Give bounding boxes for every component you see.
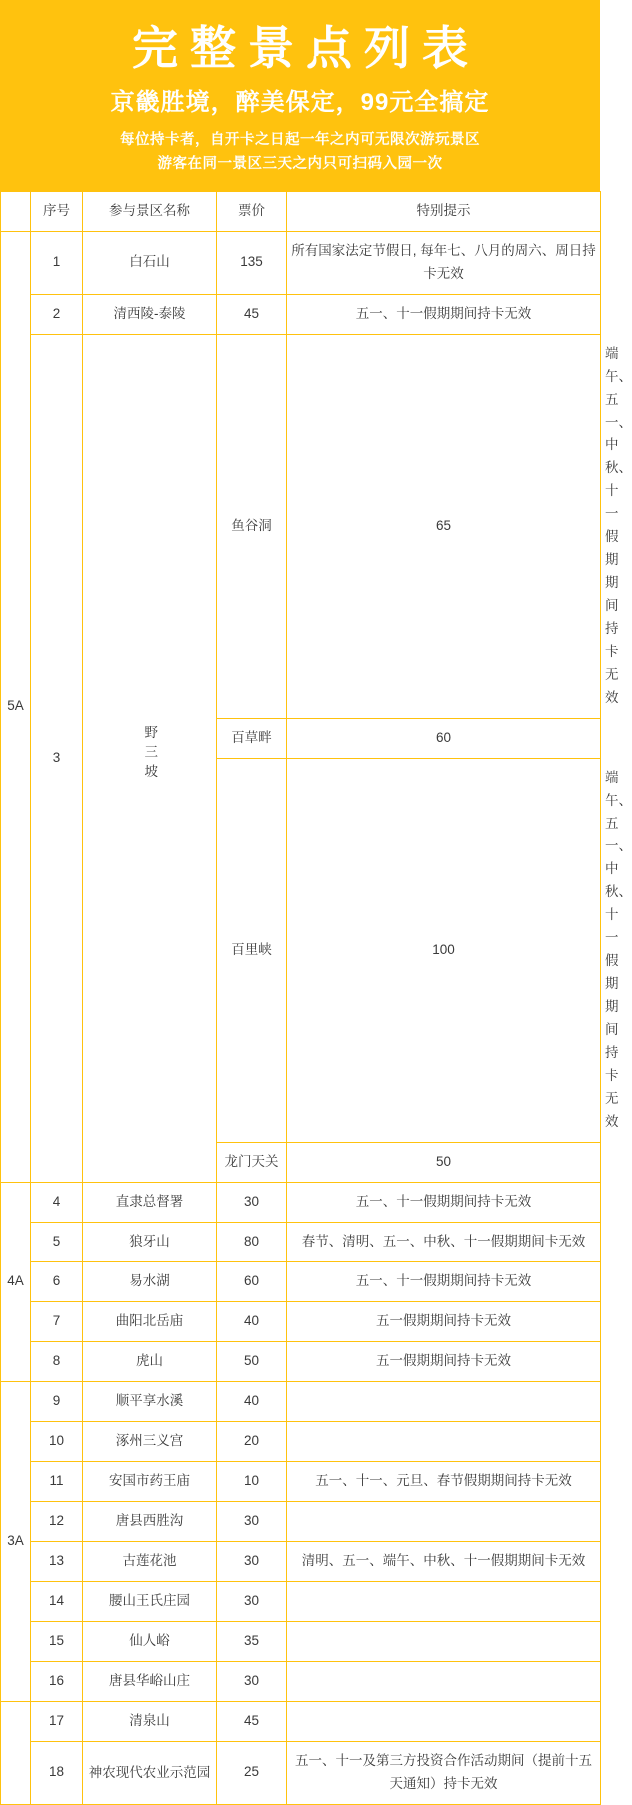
row-name: 清西陵-泰陵 bbox=[83, 294, 217, 334]
level-label-4a: 4A bbox=[1, 1182, 31, 1382]
row-price: 30 bbox=[217, 1502, 287, 1542]
table-row: 3 野三坡 鱼谷洞 65 端午、五一、中秋、十一假期期间持卡无效 bbox=[1, 334, 601, 718]
row-price: 60 bbox=[217, 1262, 287, 1302]
row-price: 80 bbox=[217, 1222, 287, 1262]
row-no: 17 bbox=[31, 1701, 83, 1741]
table-row bbox=[1, 1382, 601, 1422]
row-note bbox=[287, 1422, 601, 1462]
table-row bbox=[1, 1542, 601, 1582]
row-name: 白石山 bbox=[83, 231, 217, 294]
row-price: 60 bbox=[287, 718, 601, 758]
table-row bbox=[1, 1462, 601, 1502]
row-no: 2 bbox=[31, 294, 83, 334]
row-note bbox=[287, 1502, 601, 1542]
table-row bbox=[1, 1222, 601, 1262]
row-name: 顺平享水溪 bbox=[83, 1382, 217, 1422]
row-price: 65 bbox=[287, 334, 601, 718]
table-row bbox=[1, 1342, 601, 1382]
row-price: 20 bbox=[217, 1422, 287, 1462]
row-price: 100 bbox=[287, 758, 601, 1142]
level-label-5a: 5A bbox=[1, 231, 31, 1182]
row-price: 30 bbox=[217, 1581, 287, 1621]
row-note: 五一、十一假期期间持卡无效 bbox=[287, 294, 601, 334]
header-cell-no: 序号 bbox=[31, 191, 83, 231]
row-name: 鱼谷洞 bbox=[217, 334, 287, 718]
table-row bbox=[1, 1502, 601, 1542]
row-note: 清明、五一、端午、中秋、十一假期期间卡无效 bbox=[287, 1542, 601, 1582]
row-name: 龙门天关 bbox=[217, 1142, 287, 1182]
row-price: 45 bbox=[217, 1701, 287, 1741]
table-row bbox=[1, 1422, 601, 1462]
row-no: 3 bbox=[31, 334, 83, 1182]
row-name: 唐县西胜沟 bbox=[83, 1502, 217, 1542]
row-price: 30 bbox=[217, 1542, 287, 1582]
row-no: 6 bbox=[31, 1262, 83, 1302]
row-no: 16 bbox=[31, 1661, 83, 1701]
row-name: 涿州三义宫 bbox=[83, 1422, 217, 1462]
row-price: 30 bbox=[217, 1661, 287, 1701]
row-no: 7 bbox=[31, 1302, 83, 1342]
row-price: 40 bbox=[217, 1382, 287, 1422]
table-row bbox=[1, 1621, 601, 1661]
row-name: 唐县华峪山庄 bbox=[83, 1661, 217, 1701]
header-cell-level bbox=[1, 191, 31, 231]
page-title: 完整景点列表 bbox=[132, 21, 480, 75]
row-price: 45 bbox=[217, 294, 287, 334]
row-note bbox=[287, 1581, 601, 1621]
header-cell-note: 特别提示 bbox=[287, 191, 601, 231]
row-note bbox=[287, 1701, 601, 1741]
row-price: 135 bbox=[217, 231, 287, 294]
row-note bbox=[287, 1382, 601, 1422]
header-subtitle-primary: 京畿胜境，醉美保定，99元全搞定 bbox=[110, 88, 490, 116]
row-name: 安国市药王庙 bbox=[83, 1462, 217, 1502]
level-label-none bbox=[1, 1701, 31, 1804]
row-no: 1 bbox=[31, 231, 83, 294]
table-row: 百里峡 100 端午、五一、中秋、十一假期期间持卡无效 bbox=[1, 758, 601, 1142]
row-no: 5 bbox=[31, 1222, 83, 1262]
row-no: 14 bbox=[31, 1581, 83, 1621]
table-row bbox=[1, 1182, 601, 1222]
row-price: 50 bbox=[217, 1342, 287, 1382]
row-name: 曲阳北岳庙 bbox=[83, 1302, 217, 1342]
table-row bbox=[1, 231, 601, 294]
row-no: 15 bbox=[31, 1621, 83, 1661]
row-name: 百草畔 bbox=[217, 718, 287, 758]
row-no: 9 bbox=[31, 1382, 83, 1422]
table-header-row bbox=[1, 191, 601, 231]
table-row bbox=[1, 294, 601, 334]
level-label-3a: 3A bbox=[1, 1382, 31, 1702]
table-row bbox=[1, 1581, 601, 1621]
row-name: 腰山王氏庄园 bbox=[83, 1581, 217, 1621]
row-name: 仙人峪 bbox=[83, 1621, 217, 1661]
row-note: 五一、十一假期期间持卡无效 bbox=[287, 1262, 601, 1302]
row-name: 直隶总督署 bbox=[83, 1182, 217, 1222]
table-row bbox=[1, 1302, 601, 1342]
row-price: 30 bbox=[217, 1182, 287, 1222]
row-price: 35 bbox=[217, 1621, 287, 1661]
row-name: 清泉山 bbox=[83, 1701, 217, 1741]
scenic-spots-table bbox=[0, 191, 632, 1805]
header-cell-price: 票价 bbox=[217, 191, 287, 231]
row-note bbox=[287, 1621, 601, 1661]
row-name: 神农现代农业示范园 bbox=[83, 1741, 217, 1804]
row-note: 五一、十一及第三方投资合作活动期间（提前十五天通知）持卡无效 bbox=[287, 1741, 601, 1804]
row-note: 五一、十一假期期间持卡无效 bbox=[287, 1182, 601, 1222]
row-name: 虎山 bbox=[83, 1342, 217, 1382]
row-price: 10 bbox=[217, 1462, 287, 1502]
row-name: 百里峡 bbox=[217, 758, 287, 1142]
header-subtitle-secondary: 每位持卡者，自开卡之日起一年之内可无限次游玩景区 bbox=[120, 131, 480, 148]
row-group-name: 野三坡 bbox=[83, 334, 217, 1182]
table-row bbox=[1, 1701, 601, 1741]
row-no: 11 bbox=[31, 1462, 83, 1502]
header-cell-name: 参与景区名称 bbox=[83, 191, 217, 231]
row-name: 狼牙山 bbox=[83, 1222, 217, 1262]
row-no: 10 bbox=[31, 1422, 83, 1462]
row-price: 40 bbox=[217, 1302, 287, 1342]
table-row bbox=[1, 1661, 601, 1701]
row-price: 25 bbox=[217, 1741, 287, 1804]
row-no: 13 bbox=[31, 1542, 83, 1582]
table-row bbox=[1, 1741, 601, 1804]
row-name: 古莲花池 bbox=[83, 1542, 217, 1582]
row-note: 五一、十一、元旦、春节假期期间持卡无效 bbox=[287, 1462, 601, 1502]
row-note: 五一假期期间持卡无效 bbox=[287, 1302, 601, 1342]
row-note: 春节、清明、五一、中秋、十一假期期间卡无效 bbox=[287, 1222, 601, 1262]
row-note: 五一假期期间持卡无效 bbox=[287, 1342, 601, 1382]
row-no: 8 bbox=[31, 1342, 83, 1382]
row-note bbox=[287, 1661, 601, 1701]
header-subtitle-tertiary: 游客在同一景区三天之内只可扫码入园一次 bbox=[157, 156, 443, 173]
row-no: 12 bbox=[31, 1502, 83, 1542]
row-note: 所有国家法定节假日, 每年七、八月的周六、周日持卡无效 bbox=[287, 231, 601, 294]
row-price: 50 bbox=[287, 1142, 601, 1182]
row-name: 易水湖 bbox=[83, 1262, 217, 1302]
row-no: 4 bbox=[31, 1182, 83, 1222]
row-no: 18 bbox=[31, 1741, 83, 1804]
page-header bbox=[0, 0, 600, 191]
table-row bbox=[1, 1262, 601, 1302]
